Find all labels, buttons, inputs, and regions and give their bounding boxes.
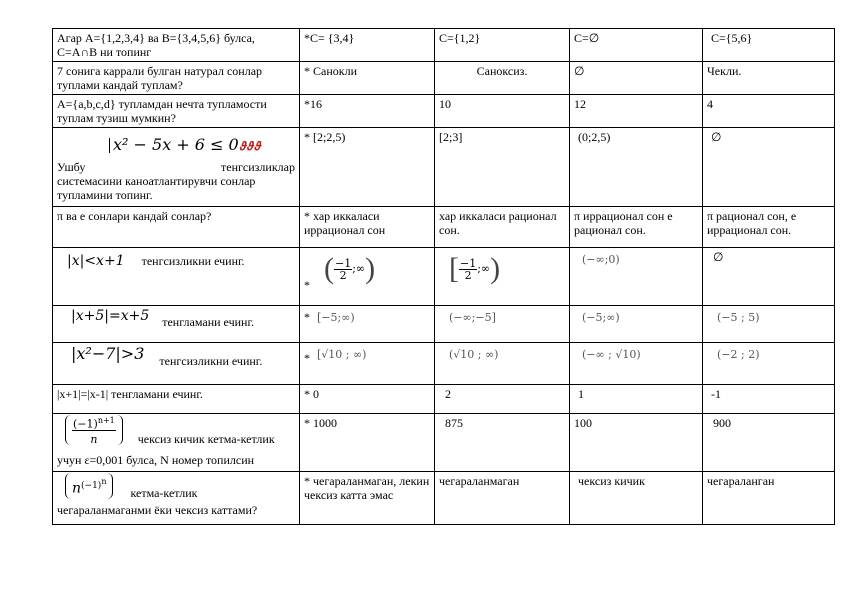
answer-cell xyxy=(435,306,570,343)
answer-cell: π рационал сон, e иррационал сон. xyxy=(703,207,835,248)
table-row xyxy=(53,248,835,306)
answer-cell: ∅ xyxy=(703,248,835,306)
answer-cell: 900 xyxy=(703,414,835,472)
question-cell: 7 сонига каррали булган натурал сонлар туплами кандай туплам? xyxy=(53,62,300,95)
answer-cell: * Санокли xyxy=(300,62,435,95)
question-prefix: Ушбу xyxy=(57,160,86,174)
answer-cell: * чегараланмаган, лекин чексиз катта эмас xyxy=(300,472,435,525)
system-formula: x² − 5x + 6 ≤ 0𝛝𝛝𝛝 xyxy=(109,138,261,153)
answer-cell xyxy=(570,248,703,306)
answer-cell xyxy=(435,343,570,385)
question-text-first: кетма-кетлик xyxy=(130,485,198,500)
table-row xyxy=(53,62,835,95)
answer-cell: * [2;2,5) xyxy=(300,128,435,207)
answer-cell: 1 xyxy=(570,385,703,414)
answer-cell: * 1000 xyxy=(300,414,435,472)
question-cell xyxy=(53,248,300,306)
question-cell xyxy=(53,343,300,385)
answer-interval: (−2 ; 2) xyxy=(717,348,760,361)
answer-cell: 12 xyxy=(570,95,703,128)
formula: |x+1|=|x-1| xyxy=(57,387,109,401)
formula: |x+5|=x+5 xyxy=(71,308,150,324)
answer-cell: Саноксиз. xyxy=(435,62,570,95)
answer-cell xyxy=(703,343,835,385)
question-cell xyxy=(53,128,300,207)
test-table xyxy=(52,28,835,525)
answer-cell: 4 xyxy=(703,95,835,128)
answer-cell: чегараланмаган xyxy=(435,472,570,525)
question-text: тенгламани ечинг. xyxy=(111,387,203,401)
table-row xyxy=(53,306,835,343)
correct-mark: * xyxy=(304,278,310,292)
answer-cell: 100 xyxy=(570,414,703,472)
answer-cell xyxy=(570,343,703,385)
answer-cell: * хар иккаласи иррационал сон xyxy=(300,207,435,248)
answer-cell: Чекли. xyxy=(703,62,835,95)
question-text: тенгсизликни ечинг. xyxy=(159,354,263,368)
question-cell xyxy=(53,472,300,525)
answer-cell: [ $\frac{-1}{2}$ ;∞) xyxy=(435,248,570,306)
answer-interval: (−∞;0) xyxy=(582,253,620,266)
answer-cell: 2 xyxy=(435,385,570,414)
table-row xyxy=(53,207,835,248)
table-row xyxy=(53,414,835,472)
question-cell: Агар A={1,2,3,4} ва B={3,4,5,6} булса, C=A∩B ни топинг xyxy=(53,29,300,62)
answer-cell: *16 xyxy=(300,95,435,128)
answer-interval: (−5;∞) xyxy=(582,311,620,324)
question-text-cont: системасини каноатлантирувчи сонлар тупламини топинг. xyxy=(57,174,256,202)
answer-cell: -1 xyxy=(703,385,835,414)
answer-cell: 10 xyxy=(435,95,570,128)
question-cell xyxy=(53,306,300,343)
correct-mark: * xyxy=(304,351,310,365)
table-row xyxy=(53,29,835,62)
table-row xyxy=(53,472,835,525)
answer-cell: 875 xyxy=(435,414,570,472)
answer-interval: (−∞ ; √10) xyxy=(582,348,641,361)
sequence-formula: $\frac{(-1)^{n+1}}{n}$ xyxy=(65,415,123,445)
answer-interval: (√10 ; ∞) xyxy=(449,348,499,361)
answer-interval: [−5;∞) xyxy=(317,311,355,324)
answer-cell: * 0 xyxy=(300,385,435,414)
answer-cell: C={1,2} xyxy=(435,29,570,62)
unreadable-glyphs: 𝛝𝛝𝛝 xyxy=(238,139,261,153)
answer-cell: ( $\frac{-1}{2}$ ;∞) * xyxy=(300,248,435,306)
table-row xyxy=(53,385,835,414)
fraction: $\frac{-1}{2}$ xyxy=(335,256,352,282)
question-cell: A={a,b,c,d} тупламдан нечта тупламости туплам тузиш мумкин? xyxy=(53,95,300,128)
answer-cell: чегараланган xyxy=(703,472,835,525)
answer-cell: C=∅ xyxy=(570,29,703,62)
question-text-rest: чегараланмаганми ёки чексиз каттами? xyxy=(57,502,258,517)
answer-cell: (0;2,5) xyxy=(570,128,703,207)
answer-cell xyxy=(570,306,703,343)
formula: |x²−7|>3 xyxy=(71,344,145,363)
question-suffix-inline: тенгсизликлар xyxy=(221,160,295,174)
question-cell xyxy=(53,414,300,472)
answer-cell: ∅ xyxy=(703,128,835,207)
answer-cell: хар иккаласи рационал сон. xyxy=(435,207,570,248)
question-text-rest: учун ε=0,001 булса, N номер топилсин xyxy=(57,452,255,467)
answer-cell: C={5,6} xyxy=(703,29,835,62)
table-row xyxy=(53,343,835,385)
answer-cell: π иррационал сон e рационал сон. xyxy=(570,207,703,248)
answer-interval: (−∞;−5] xyxy=(449,311,496,324)
question-cell xyxy=(53,385,300,414)
table-row xyxy=(53,128,835,207)
fraction: $\frac{-1}{2}$ xyxy=(460,256,477,282)
answer-cell xyxy=(300,306,435,343)
answer-cell: [2;3] xyxy=(435,128,570,207)
answer-cell: ∅ xyxy=(570,62,703,95)
question-text: тенгламани ечинг. xyxy=(162,315,255,329)
answer-cell: чексиз кичик xyxy=(570,472,703,525)
formula: |x|<x+1 xyxy=(67,253,125,269)
answer-cell: *C= {3,4} xyxy=(300,29,435,62)
question-cell: π ва e сонлари кандай сонлар? xyxy=(53,207,300,248)
question-text-first: чексиз кичик кетма-кетлик xyxy=(137,431,275,446)
table-row xyxy=(53,95,835,128)
sequence-formula: $n^{(-1)^n}$ xyxy=(65,473,113,499)
answer-cell xyxy=(703,306,835,343)
correct-mark: * xyxy=(304,310,310,324)
answer-interval: [√10 ; ∞) xyxy=(317,348,367,361)
question-text: тенгсизликни ечинг. xyxy=(141,254,245,268)
answer-interval: (−5 ; 5) xyxy=(717,311,760,324)
answer-cell xyxy=(300,343,435,385)
